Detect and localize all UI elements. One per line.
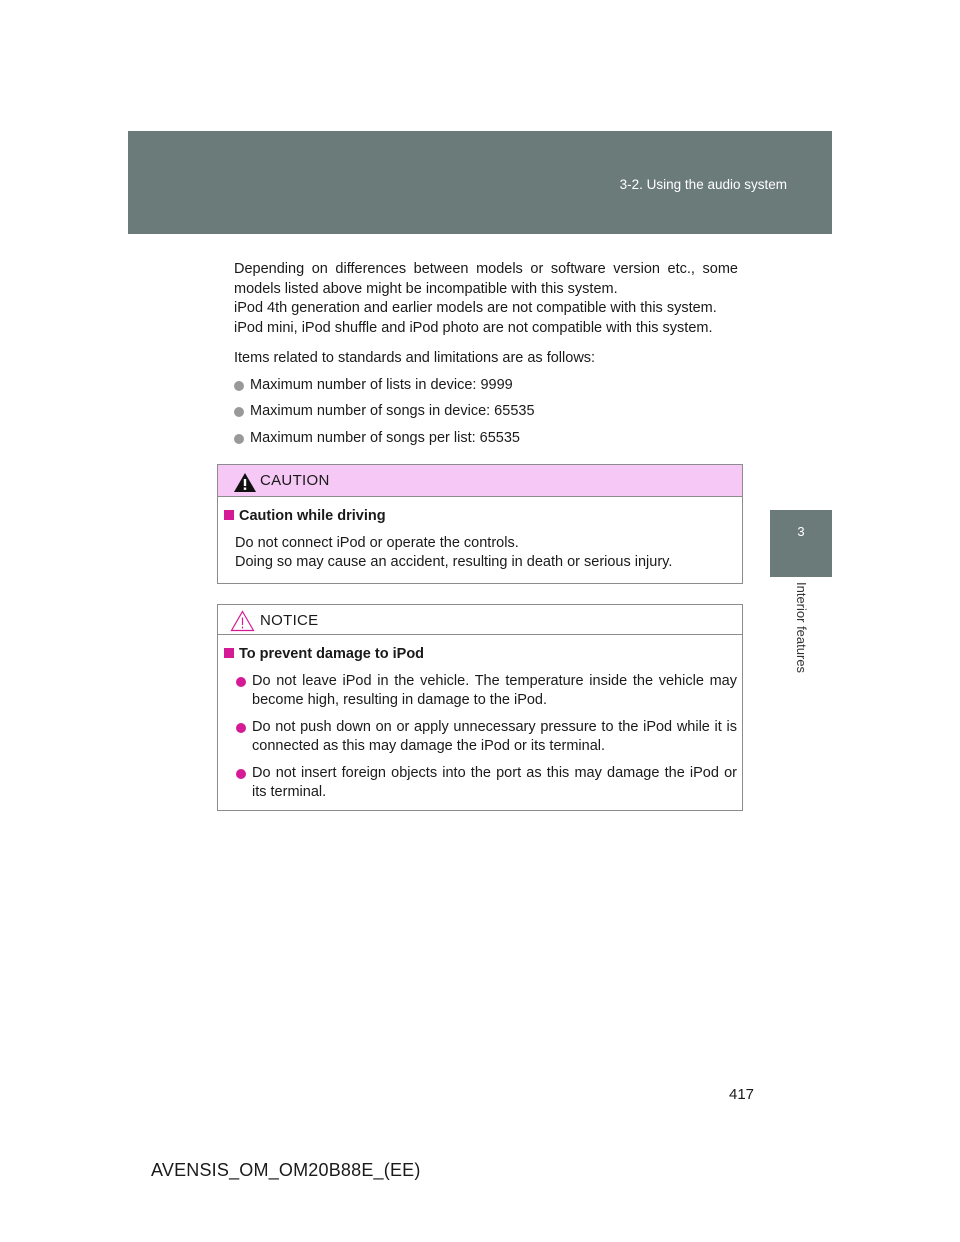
caution-line: Doing so may cause an accident, resulting in death or serious injury.: [235, 554, 673, 570]
document-code: AVENSIS_OM_OM20B88E_(EE): [151, 1160, 421, 1180]
chapter-label-container: [776, 582, 826, 692]
notice-box: [217, 604, 743, 811]
list-item: [234, 376, 738, 396]
list-item-text: Maximum number of songs in device: 65535: [250, 403, 535, 419]
caution-text: [224, 534, 742, 573]
notice-heading-text: To prevent damage to iPod: [239, 646, 425, 662]
caution-heading: [224, 507, 742, 527]
bullet-dot-icon: [236, 723, 246, 733]
caution-line: Do not connect iPod or operate the controls.: [235, 534, 519, 551]
notice-item-text: Do not push down on or apply unnecessary pressure to the iPod while it is connected as this may damage the iPod or its terminal.: [252, 718, 737, 754]
compat-paragraph: Depending on differences between models or software version etc., some models listed above might be incompatible with this system.: [234, 261, 738, 297]
body-text: [234, 260, 738, 448]
notice-heading: [224, 645, 742, 665]
list-item: [224, 672, 742, 711]
chapter-label: Interior features: [794, 582, 809, 674]
compat-line-mini: iPod mini, iPod shuffle and iPod photo are not compatible with this system.: [234, 319, 713, 336]
caution-header: [218, 465, 742, 497]
bullet-dot-icon: [234, 434, 244, 444]
list-item: [234, 402, 738, 422]
notice-title: NOTICE: [260, 612, 319, 629]
list-item: [234, 429, 738, 449]
caution-heading-text: Caution while driving: [239, 508, 386, 524]
warning-outline-icon: [230, 610, 255, 632]
section-header-band: [128, 131, 832, 234]
bullet-dot-icon: [236, 769, 246, 779]
section-title: 3-2. Using the audio system: [619, 177, 787, 192]
square-bullet-icon: [224, 510, 234, 520]
bullet-dot-icon: [236, 677, 246, 687]
warning-triangle-icon: [233, 472, 257, 493]
compat-line-4th-gen: iPod 4th generation and earlier models are not compatible with this system.: [234, 300, 717, 316]
list-item-text: Maximum number of lists in device: 9999: [250, 376, 513, 393]
list-item-text: Maximum number of songs per list: 65535: [250, 429, 520, 446]
caution-body: [218, 497, 742, 573]
list-item: [224, 718, 742, 757]
chapter-number: 3: [797, 524, 805, 539]
notice-item-text: Do not insert foreign objects into the port as this may damage the iPod or its terminal.: [252, 764, 737, 800]
bullet-dot-icon: [234, 381, 244, 391]
chapter-tab: [770, 510, 832, 577]
caution-box: [217, 464, 743, 584]
caution-title: CAUTION: [260, 472, 330, 489]
square-bullet-icon: [224, 648, 234, 658]
items-intro: Items related to standards and limitations are as follows:: [234, 350, 596, 366]
page-number: 417: [729, 1086, 755, 1103]
notice-item-text: Do not leave iPod in the vehicle. The temperature inside the vehicle may become high, resulting in damage to the iPod.: [252, 672, 737, 708]
notice-body: [218, 635, 742, 803]
notice-header: [218, 605, 742, 635]
bullet-dot-icon: [234, 407, 244, 417]
list-item: [224, 764, 742, 803]
